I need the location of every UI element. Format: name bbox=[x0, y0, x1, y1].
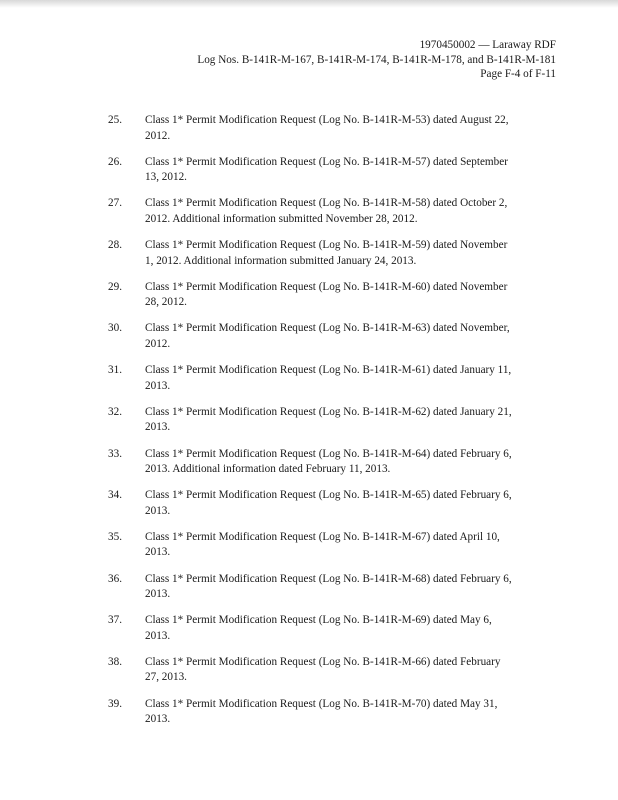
list-item bbox=[108, 447, 548, 489]
item-text: Class 1* Permit Modification Request (Log No. B-141R-M-67) dated April 10, 2013. bbox=[145, 530, 500, 559]
header-page-number: Page F-4 of F-11 bbox=[480, 68, 556, 80]
item-text: Class 1* Permit Modification Request (Log No. B-141R-M-53) dated August 22, 2012. bbox=[145, 114, 509, 142]
item-text: Class 1* Permit Modification Request (Log No. B-141R-M-59) dated November 1, 2012. Additional information submitted January 24, 2013. bbox=[145, 239, 508, 267]
item-number: 30. bbox=[108, 322, 122, 335]
item-number: 25. bbox=[108, 114, 122, 126]
list-item bbox=[108, 155, 548, 197]
item-number: 29. bbox=[108, 280, 122, 293]
item-number: 34. bbox=[108, 489, 122, 502]
item-number: 37. bbox=[108, 614, 122, 627]
list-item bbox=[108, 572, 548, 614]
item-number: 27. bbox=[108, 197, 122, 210]
list-item bbox=[108, 113, 548, 155]
list-item bbox=[108, 280, 548, 322]
header-log-numbers-line: Log Nos. B-141R-M-167, B-141R-M-174, B-141R-M-178, and B-141R-M-181 bbox=[197, 53, 556, 66]
item-text: Class 1* Permit Modification Request (Log No. B-141R-M-63) dated November, 2012. bbox=[145, 322, 510, 350]
list-item bbox=[108, 321, 548, 363]
item-number: 28. bbox=[108, 239, 122, 252]
list-item bbox=[108, 405, 548, 447]
item-number: 26. bbox=[108, 155, 122, 168]
permit-modification-list bbox=[108, 113, 548, 738]
item-text: Class 1* Permit Modification Request (Log No. B-141R-M-62) dated January 21, 2013. bbox=[145, 405, 512, 434]
item-number: 32. bbox=[108, 405, 122, 418]
header-facility-line: 1970450002 — Laraway RDF bbox=[419, 39, 556, 51]
list-item bbox=[108, 697, 548, 739]
item-text: Class 1* Permit Modification Request (Log No. B-141R-M-60) dated November 28, 2012. bbox=[145, 280, 508, 309]
item-text: Class 1* Permit Modification Request (Log No. B-141R-M-57) dated September 13, 2012. bbox=[145, 155, 508, 184]
item-number: 36. bbox=[108, 572, 122, 585]
list-item bbox=[108, 196, 548, 238]
page-header bbox=[197, 38, 556, 82]
item-number: 38. bbox=[108, 655, 122, 668]
item-text: Class 1* Permit Modification Request (Log No. B-141R-M-68) dated February 6, 2013. bbox=[145, 572, 512, 601]
item-text: Class 1* Permit Modification Request (Log No. B-141R-M-69) dated May 6, 2013. bbox=[145, 614, 492, 642]
item-number: 35. bbox=[108, 530, 122, 543]
list-item bbox=[108, 655, 548, 697]
item-number: 33. bbox=[108, 447, 122, 460]
item-text: Class 1* Permit Modification Request (Log No. B-141R-M-58) dated October 2, 2012. Additional information submitted November 28, 2012. bbox=[145, 197, 508, 225]
scan-edge bbox=[0, 0, 618, 8]
list-item bbox=[108, 613, 548, 655]
item-text: Class 1* Permit Modification Request (Log No. B-141R-M-65) dated February 6, 2013. bbox=[145, 489, 512, 517]
list-item bbox=[108, 488, 548, 530]
item-number: 39. bbox=[108, 697, 122, 710]
item-text: Class 1* Permit Modification Request (Log No. B-141R-M-70) dated May 31, 2013. bbox=[145, 697, 498, 726]
list-item bbox=[108, 238, 548, 280]
list-item bbox=[108, 530, 548, 572]
item-text: Class 1* Permit Modification Request (Log No. B-141R-M-61) dated January 11, 2013. bbox=[145, 364, 512, 392]
item-text: Class 1* Permit Modification Request (Log No. B-141R-M-66) dated February 27, 2013. bbox=[145, 655, 501, 684]
item-text: Class 1* Permit Modification Request (Log No. B-141R-M-64) dated February 6, 2013. Additional information dated February 11, 2013. bbox=[145, 447, 512, 475]
list-item bbox=[108, 363, 548, 405]
item-number: 31. bbox=[108, 364, 122, 377]
